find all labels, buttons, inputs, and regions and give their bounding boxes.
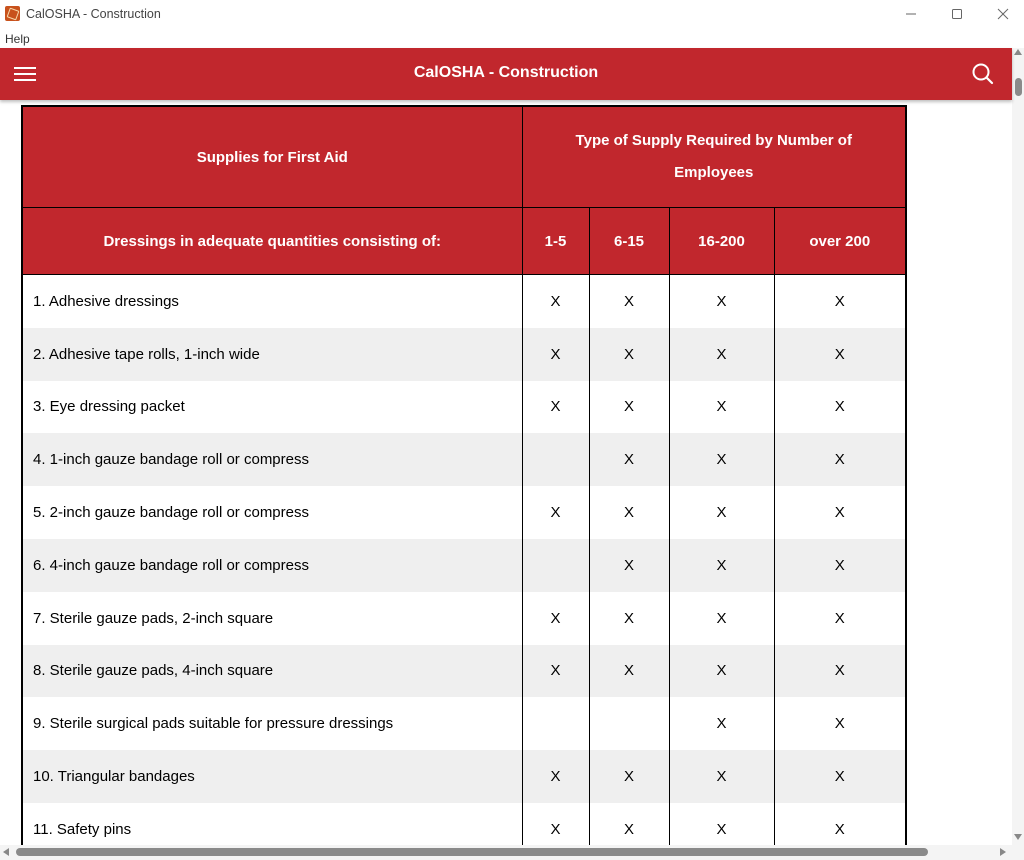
column-header: 1-5: [522, 208, 589, 275]
maximize-icon: [951, 8, 963, 20]
supply-mark: X: [522, 803, 589, 845]
supply-label: 6. 4-inch gauze bandage roll or compress: [22, 539, 522, 592]
column-header: 16-200: [669, 208, 774, 275]
table-row: [22, 486, 906, 539]
supply-mark: X: [669, 275, 774, 328]
supply-label: 10. Triangular bandages: [22, 750, 522, 803]
supply-mark: X: [522, 381, 589, 434]
minimize-button[interactable]: [888, 0, 934, 28]
supply-mark: X: [774, 539, 906, 592]
scroll-right-arrow-icon[interactable]: [1000, 848, 1006, 856]
window-title: CalOSHA - Construction: [26, 7, 161, 21]
supply-label: 9. Sterile surgical pads suitable for pressure dressings: [22, 697, 522, 750]
supply-mark: X: [669, 539, 774, 592]
scroll-left-arrow-icon[interactable]: [3, 848, 9, 856]
supply-mark: X: [589, 750, 669, 803]
supply-mark: X: [589, 645, 669, 698]
supply-mark: X: [522, 275, 589, 328]
supply-mark: X: [522, 486, 589, 539]
supply-mark: X: [589, 433, 669, 486]
menu-help[interactable]: Help: [5, 32, 30, 46]
minimize-icon: [905, 8, 917, 20]
content-area[interactable]: [0, 100, 1012, 845]
supply-mark: X: [589, 328, 669, 381]
table-row: [22, 539, 906, 592]
search-icon: [970, 61, 996, 87]
table-row: [22, 697, 906, 750]
supply-label: 2. Adhesive tape rolls, 1-inch wide: [22, 328, 522, 381]
supply-mark: X: [669, 328, 774, 381]
supply-mark: X: [669, 381, 774, 434]
maximize-button[interactable]: [934, 0, 980, 28]
supply-mark: X: [774, 433, 906, 486]
table-row: [22, 381, 906, 434]
scroll-up-arrow-icon[interactable]: [1014, 49, 1022, 55]
supply-mark: X: [774, 381, 906, 434]
supply-mark: X: [589, 275, 669, 328]
horizontal-scrollbar[interactable]: [0, 845, 1024, 860]
supply-mark: X: [774, 328, 906, 381]
supply-mark: X: [774, 645, 906, 698]
vertical-scrollbar[interactable]: [1012, 48, 1024, 848]
supply-mark: [522, 539, 589, 592]
window-titlebar: [0, 0, 1024, 28]
supply-label: 8. Sterile gauze pads, 4-inch square: [22, 645, 522, 698]
supply-mark: X: [589, 592, 669, 645]
table-row: [22, 645, 906, 698]
supply-mark: [522, 433, 589, 486]
table-row: [22, 433, 906, 486]
supply-mark: X: [669, 750, 774, 803]
supply-mark: X: [669, 803, 774, 845]
app-logo-icon: [5, 6, 20, 21]
supply-label: 1. Adhesive dressings: [22, 275, 522, 328]
close-icon: [997, 8, 1009, 20]
horizontal-scroll-thumb[interactable]: [16, 848, 928, 856]
supply-mark: X: [589, 381, 669, 434]
supply-label: 7. Sterile gauze pads, 2-inch square: [22, 592, 522, 645]
supply-mark: X: [774, 697, 906, 750]
table-row: [22, 803, 906, 845]
supply-mark: X: [669, 486, 774, 539]
scroll-down-arrow-icon[interactable]: [1014, 834, 1022, 840]
supply-mark: [589, 697, 669, 750]
search-button[interactable]: [970, 61, 996, 87]
supply-mark: X: [589, 803, 669, 845]
first-aid-table: [21, 105, 907, 845]
table-row: [22, 328, 906, 381]
supply-mark: X: [522, 592, 589, 645]
vertical-scroll-thumb[interactable]: [1015, 78, 1022, 96]
menu-bar: [0, 28, 1024, 48]
close-button[interactable]: [980, 0, 1024, 28]
supply-mark: X: [669, 592, 774, 645]
header-type-of-supply: Type of Supply Required by Number of Employees: [522, 106, 906, 208]
supply-mark: X: [522, 750, 589, 803]
table-row: [22, 750, 906, 803]
supply-mark: X: [669, 697, 774, 750]
column-header: over 200: [774, 208, 906, 275]
header-supplies: Supplies for First Aid: [22, 106, 522, 208]
supply-mark: X: [589, 486, 669, 539]
supply-label: 4. 1-inch gauze bandage roll or compress: [22, 433, 522, 486]
app-header: [0, 48, 1012, 100]
supply-mark: X: [522, 645, 589, 698]
supply-mark: X: [774, 486, 906, 539]
supply-mark: X: [774, 750, 906, 803]
supply-mark: X: [669, 433, 774, 486]
supply-mark: [522, 697, 589, 750]
supply-mark: X: [669, 645, 774, 698]
subheader-dressings: Dressings in adequate quantities consisting of:: [22, 208, 522, 275]
table-row: [22, 275, 906, 328]
column-header: 6-15: [589, 208, 669, 275]
supply-mark: X: [589, 539, 669, 592]
supply-label: 3. Eye dressing packet: [22, 381, 522, 434]
supply-mark: X: [774, 275, 906, 328]
supply-label: 5. 2-inch gauze bandage roll or compress: [22, 486, 522, 539]
supply-label: 11. Safety pins: [22, 803, 522, 845]
supply-mark: X: [774, 592, 906, 645]
supply-mark: X: [522, 328, 589, 381]
table-row: [22, 592, 906, 645]
supply-mark: X: [774, 803, 906, 845]
page-title: CalOSHA - Construction: [413, 64, 599, 81]
